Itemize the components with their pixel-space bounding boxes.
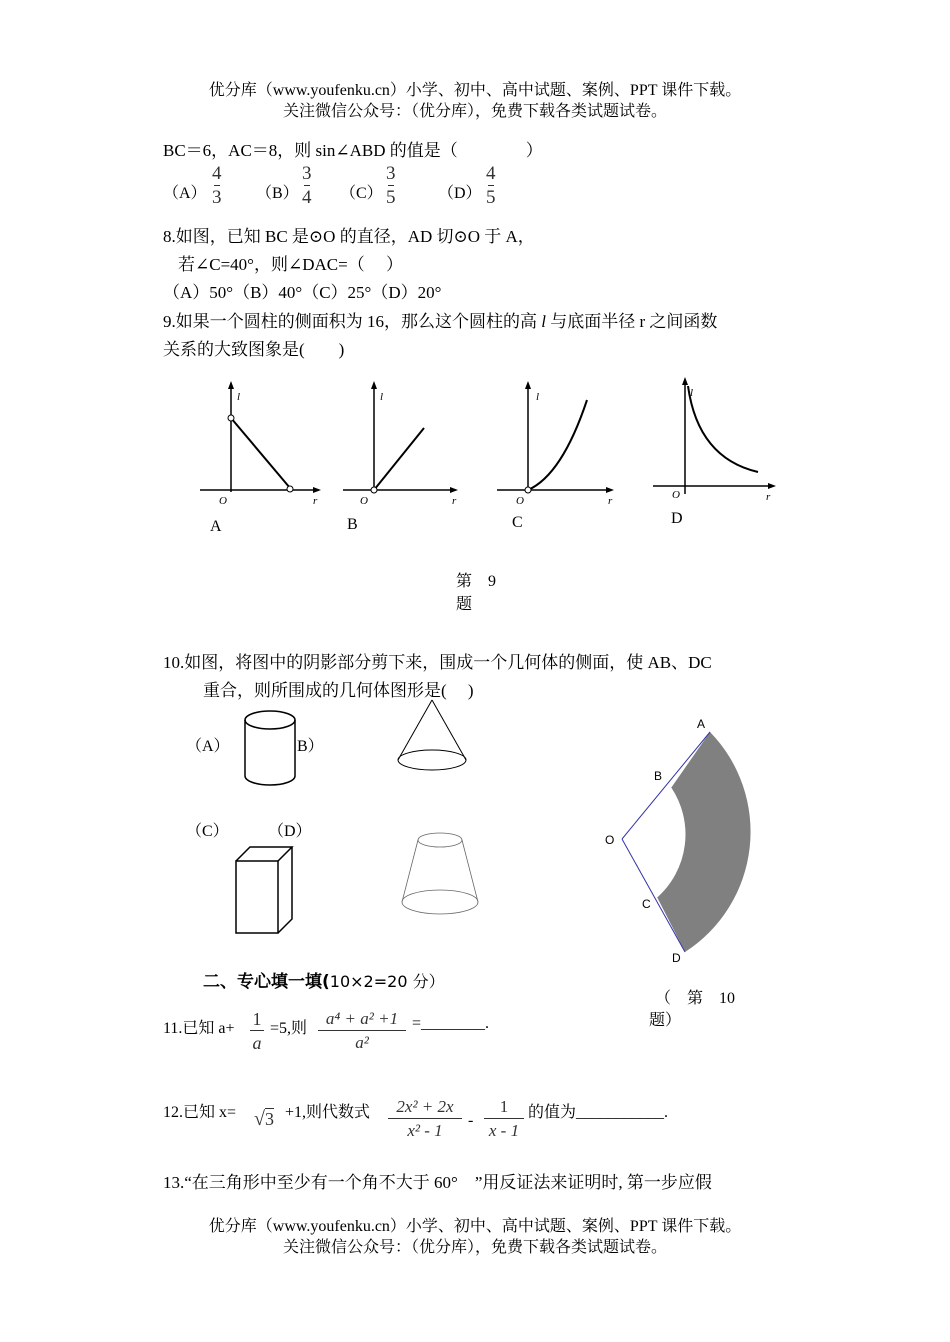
q7-option-c-label: （C）	[340, 185, 383, 202]
q11-answer-blank: =________.	[412, 1015, 490, 1032]
origin-label: O	[516, 495, 524, 507]
q8-line-3: （A）50°（B）40°（C）25°（D）20°	[163, 283, 442, 302]
q9-line-2: 关系的大致图象是( )	[163, 340, 345, 359]
q10-option-b-label: B）	[297, 738, 324, 755]
footer-line-2: 关注微信公众号：（优分库），免费下载各类试题试卷。	[282, 1239, 667, 1256]
q8-line-1: 8.如图，已知 BC 是⊙O 的直径，AD 切⊙O 于 A，	[163, 227, 535, 246]
q12-middle: +1,则代数式	[285, 1104, 371, 1121]
q13-line-1: 13.“在三角形中至少有一个角不大于 60° ”用反证法来证明时, 第一步应假	[163, 1173, 712, 1192]
axis-l-label: l	[380, 391, 384, 403]
point-c-label: C	[642, 897, 651, 911]
axis-l-label: l	[690, 387, 694, 399]
cuboid-figure	[232, 843, 296, 937]
frustum-figure	[398, 830, 482, 920]
q10-option-d-label: （D）	[268, 823, 312, 840]
cone-figure	[392, 696, 472, 776]
q9-graph-b-label: B	[347, 516, 358, 533]
q7-option-b-fraction: 3 4	[302, 163, 312, 208]
q7-stem: BC＝6，AC＝8，则 sin∠ABD 的值是（ ）	[163, 141, 543, 160]
q11-middle: =5,则	[270, 1020, 308, 1037]
q12-sqrt: √3	[254, 1108, 274, 1130]
q9-graph-d	[650, 376, 785, 501]
q12-fraction-1: 2x² + 2x x² - 1	[386, 1096, 464, 1143]
origin-label: O	[360, 495, 368, 507]
q11-prefix: 11.已知 a+	[163, 1020, 235, 1037]
q9-caption-line-1: 第 9	[456, 573, 497, 590]
footer-line-1: 优分库（www.youfenku.cn）小学、初中、高中试题、案例、PPT 课件下载。	[208, 1218, 742, 1235]
q12-fraction-2: 1 x - 1	[482, 1096, 526, 1143]
q10-caption-line-1: （ 第 10	[655, 990, 736, 1007]
q10-caption-line-2: 题）	[649, 1012, 682, 1029]
q7-option-a-fraction: 4 3	[212, 163, 222, 208]
q7-option-b-label: （B）	[256, 185, 299, 202]
q7-option-d-label: （D）	[438, 185, 482, 202]
cylinder-figure	[240, 708, 300, 790]
header-line-1: 优分库（www.youfenku.cn）小学、初中、高中试题、案例、PPT 课件下载。	[208, 82, 742, 99]
axis-r-label: r	[452, 495, 457, 507]
q7-option-d-fraction: 4 5	[486, 163, 496, 208]
origin-label: O	[219, 495, 227, 507]
q12-minus: -	[468, 1112, 474, 1129]
origin-label: O	[672, 489, 680, 501]
annular-sector-figure	[600, 712, 800, 972]
q11-fraction-2: a⁴ + a² +1 a²	[316, 1008, 408, 1055]
point-a-label: A	[697, 717, 706, 731]
point-b-label: B	[654, 769, 663, 783]
q9-graph-d-label: D	[671, 510, 683, 527]
q10-option-a-label: （A）	[186, 738, 230, 755]
axis-r-label: r	[313, 495, 318, 507]
q11-fraction-1: 1 a	[248, 1008, 266, 1055]
q9-line-1: 9.如果一个圆柱的侧面积为 16，那么这个圆柱的高 l 与底面半径 r 之间函数	[163, 312, 718, 331]
axis-r-label: r	[766, 491, 771, 503]
q8-line-2: 若∠C=40°，则∠DAC=（ ）	[178, 255, 403, 274]
q10-option-c-label: （C）	[186, 823, 229, 840]
axis-r-label: r	[608, 495, 613, 507]
q9-graph-b	[338, 380, 468, 505]
q7-option-a-label: （A）	[163, 185, 207, 202]
q10-line-2: 重合，则所围成的几何体图形是( )	[203, 681, 474, 700]
q7-option-c-fraction: 3 5	[386, 163, 396, 208]
section-2-title: 二、专心填一填(10×2=20 分）	[203, 972, 445, 992]
q10-line-1: 10.如图，将图中的阴影部分剪下来，围成一个几何体的侧面，使 AB、DC	[163, 653, 712, 672]
header-line-2: 关注微信公众号：（优分库），免费下载各类试题试卷。	[282, 103, 667, 120]
q9-caption-line-2: 题	[456, 596, 473, 613]
q9-graph-c	[492, 380, 622, 505]
q12-prefix: 12.已知 x=	[163, 1104, 237, 1121]
axis-l-label: l	[536, 391, 540, 403]
axis-l-label: l	[237, 391, 241, 403]
point-o-label: O	[605, 833, 615, 847]
q9-graph-a-label: A	[210, 518, 222, 535]
q9-graph-a	[195, 380, 335, 505]
q9-graph-c-label: C	[512, 514, 523, 531]
q12-answer-blank: 的值为___________.	[528, 1104, 669, 1121]
point-d-label: D	[672, 951, 681, 965]
